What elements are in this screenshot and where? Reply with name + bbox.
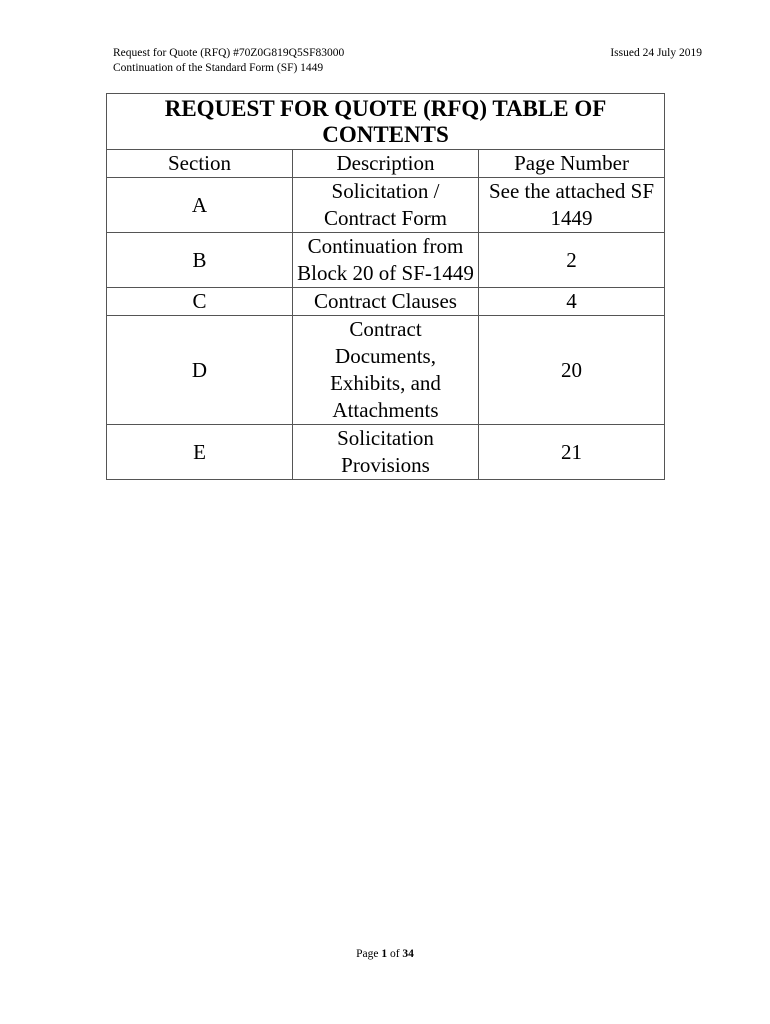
toc-page: See the attached SF 1449 — [479, 178, 665, 233]
page-footer — [0, 948, 770, 960]
table-row — [107, 425, 665, 480]
footer-page-word: Page — [356, 948, 379, 960]
toc-section: C — [107, 288, 293, 316]
toc-section: A — [107, 178, 293, 233]
footer-page-number: 1 — [381, 948, 388, 960]
toc-header-row — [107, 150, 665, 178]
toc-title: REQUEST FOR QUOTE (RFQ) TABLE OF CONTENTS — [107, 94, 665, 150]
header-continuation: Continuation of the Standard Form (SF) 1449 — [113, 62, 324, 74]
footer-page-total: 34 — [402, 948, 414, 960]
table-row — [107, 178, 665, 233]
column-header-section: Section — [107, 150, 293, 178]
toc-section: B — [107, 233, 293, 288]
header-rfq-number: Request for Quote (RFQ) #70Z0G819Q5SF83000 — [113, 47, 345, 59]
toc-section: D — [107, 316, 293, 425]
footer-of-word: of — [389, 948, 400, 960]
toc-page: 2 — [479, 233, 665, 288]
toc-description: Contract Clauses — [293, 288, 479, 316]
toc-section: E — [107, 425, 293, 480]
running-header — [113, 46, 344, 76]
toc-page: 4 — [479, 288, 665, 316]
toc-description: Continuation from Block 20 of SF-1449 — [293, 233, 479, 288]
toc-table — [106, 93, 665, 480]
table-row — [107, 288, 665, 316]
column-header-description: Description — [293, 150, 479, 178]
toc-description: Solicitation Provisions — [293, 425, 479, 480]
table-row — [107, 233, 665, 288]
toc-page: 20 — [479, 316, 665, 425]
toc-page: 21 — [479, 425, 665, 480]
table-row — [107, 316, 665, 425]
header-issued-date: Issued 24 July 2019 — [610, 47, 702, 59]
column-header-page-number: Page Number — [479, 150, 665, 178]
toc-title-row — [107, 94, 665, 150]
toc-description: Solicitation / Contract Form — [293, 178, 479, 233]
toc-description: Contract Documents, Exhibits, and Attachments — [293, 316, 479, 425]
